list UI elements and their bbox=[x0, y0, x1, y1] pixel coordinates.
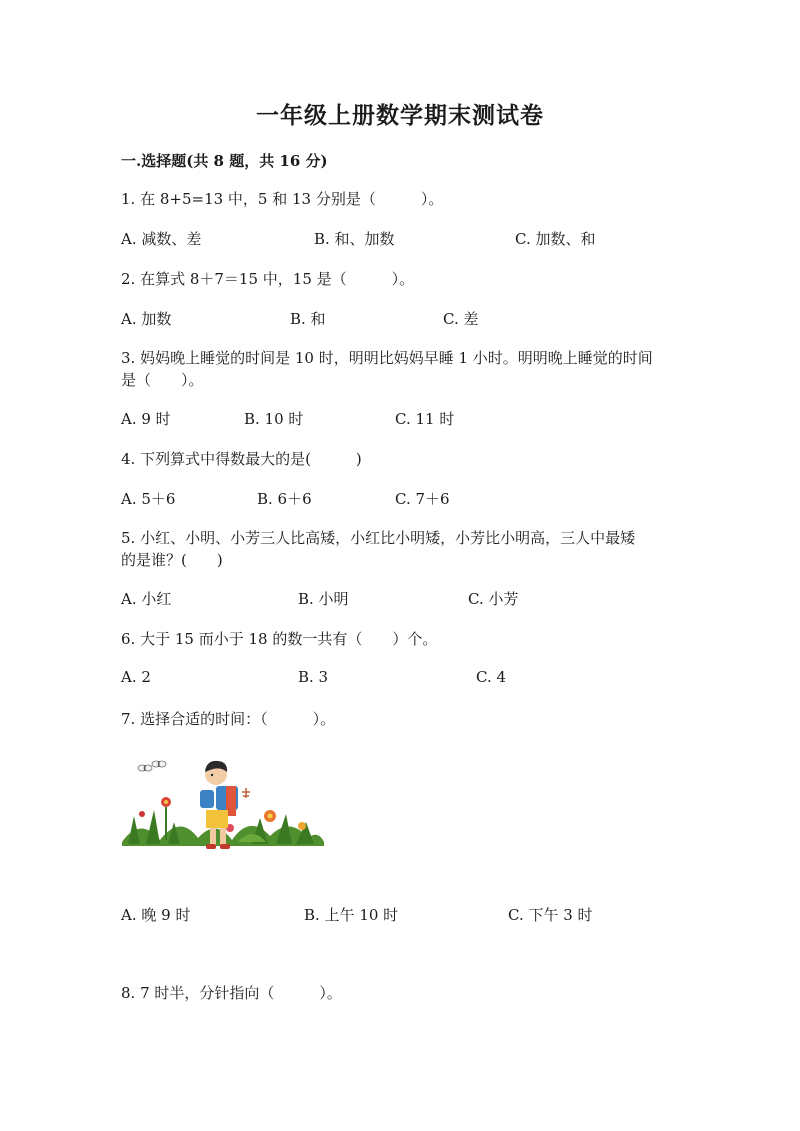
q7-option-a[interactable]: A. 晚 9 时 bbox=[121, 906, 191, 924]
question-4: 4. 下列算式中得数最大的是( ) bbox=[121, 450, 362, 468]
q1-option-c[interactable]: C. 加数、和 bbox=[515, 230, 596, 248]
question-5-line-1: 5. 小红、小明、小芳三人比高矮，小红比小明矮，小芳比小明高，三人中最矮 bbox=[121, 529, 636, 547]
q4-option-c[interactable]: C. 7＋6 bbox=[395, 490, 450, 508]
question-1: 1. 在 8+5=13 中，5 和 13 分别是（ ）。 bbox=[121, 190, 444, 208]
q6-option-a[interactable]: A. 2 bbox=[121, 668, 151, 686]
page-title: 一年级上册数学期末测试卷 bbox=[256, 102, 544, 129]
q6-option-b[interactable]: B. 3 bbox=[298, 668, 329, 686]
question-3-line-1: 3. 妈妈晚上睡觉的时间是 10 时，明明比妈妈早睡 1 小时。明明晚上睡觉的时间 bbox=[121, 349, 653, 367]
question-8: 8. 7 时半，分针指向（ ）。 bbox=[121, 984, 342, 1002]
question-3-line-2: 是（ ）。 bbox=[121, 371, 204, 389]
q3-option-c[interactable]: C. 11 时 bbox=[395, 410, 455, 428]
q3-option-b[interactable]: B. 10 时 bbox=[244, 410, 304, 428]
q2-option-a[interactable]: A. 加数 bbox=[121, 310, 172, 328]
q4-option-b[interactable]: B. 6＋6 bbox=[257, 490, 312, 508]
q1-option-b[interactable]: B. 和、加数 bbox=[314, 230, 395, 248]
q5-option-a[interactable]: A. 小红 bbox=[121, 590, 172, 608]
q3-option-a[interactable]: A. 9 时 bbox=[121, 410, 171, 428]
q7-option-c[interactable]: C. 下午 3 时 bbox=[508, 906, 593, 924]
q7-option-b[interactable]: B. 上午 10 时 bbox=[304, 906, 399, 924]
section-heading: 一.选择题(共 8 题，共 16 分) bbox=[121, 152, 328, 170]
q2-option-c[interactable]: C. 差 bbox=[443, 310, 479, 328]
boy-in-garden-illustration bbox=[120, 756, 326, 860]
q4-option-a[interactable]: A. 5＋6 bbox=[121, 490, 176, 508]
question-6: 6. 大于 15 而小于 18 的数一共有（ ）个。 bbox=[121, 630, 438, 648]
q6-option-c[interactable]: C. 4 bbox=[476, 668, 507, 686]
q1-option-a[interactable]: A. 减数、差 bbox=[121, 230, 202, 248]
q5-option-c[interactable]: C. 小芳 bbox=[468, 590, 519, 608]
question-5-line-2: 的是谁？( ) bbox=[121, 551, 223, 569]
question-2: 2. 在算式 8＋7＝15 中，15 是（ ）。 bbox=[121, 270, 415, 288]
q2-option-b[interactable]: B. 和 bbox=[290, 310, 326, 328]
question-7: 7. 选择合适的时间：（ ）。 bbox=[121, 710, 336, 728]
q5-option-b[interactable]: B. 小明 bbox=[298, 590, 349, 608]
